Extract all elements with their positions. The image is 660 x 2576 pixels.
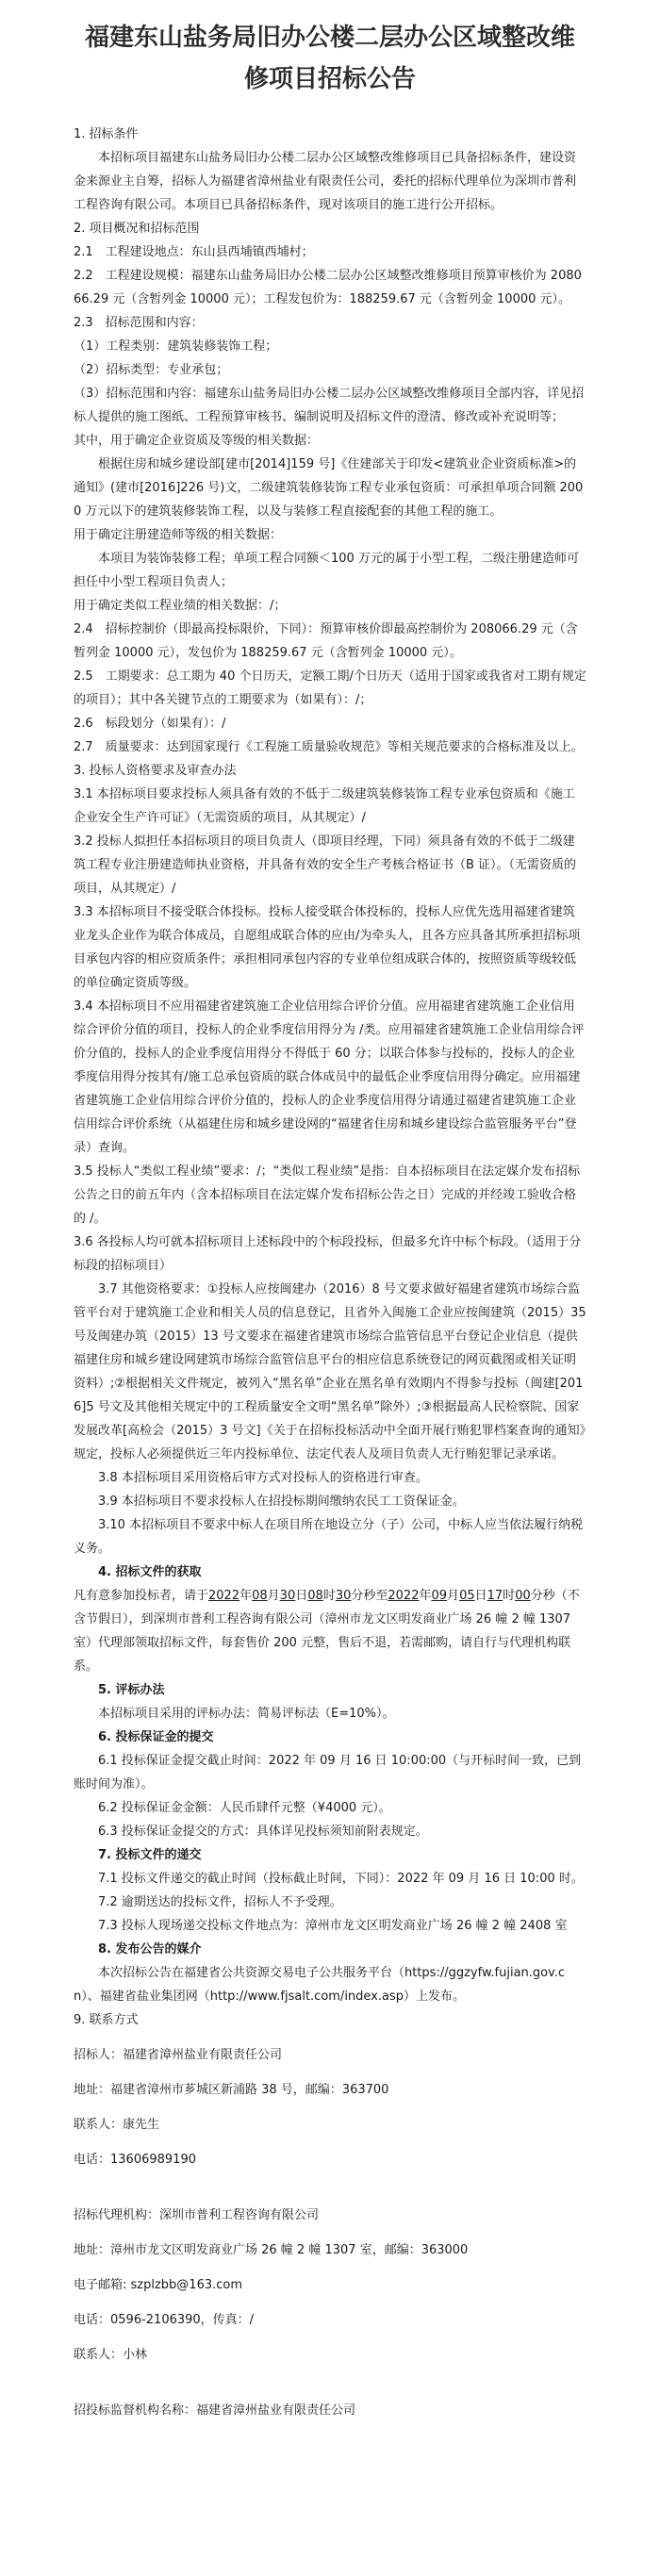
paragraph: （3）招标范围和内容：福建东山盐务局旧办公楼二层办公区域整改维修项目全部内容，详见招标人提供的施工图纸、工程预算审核书、编制说明及招标文件的澄清、修改或补充说明等；	[74, 387, 585, 424]
paragraph: 7.2 逾期送达的投标文件，招标人不予受理。	[98, 1895, 342, 1909]
paragraph: （1）工程类别：建筑装修装饰工程；	[74, 339, 278, 354]
paragraph: 3.1 本招标项目要求投标人须具备有效的不低于二级建筑装修装饰工程专业承包资质和《施工企业安全生产许可证》（无需资质的项目，从其规定）/	[74, 787, 575, 825]
section-4-heading: 4. 招标文件的获取	[98, 1565, 202, 1579]
paragraph: 3.10 本招标项目不要求中标人在项目所在地设立分（子）公司，中标人应当依法履行纳税义务。	[74, 1518, 584, 1556]
paragraph: 7. 投标文件的递交	[98, 1848, 202, 1862]
paragraph: 3.2 投标人拟担任本招标项目的项目负责人（即项目经理，下同）须具备有效的不低于二级建筑工程专业注册建造师执业资格，并具备有效的安全生产考核合格证书（B 证）。（无需资质的项目，从其规定）/	[74, 834, 577, 896]
paragraph: 3.3 本招标项目不接受联合体投标。投标人接受联合体投标的，投标人应优先选用福建省建筑业龙头企业作为联合体成员，自愿组成联合体的应由/为牵头人，且各方应具备其所承担招标项目承包内容的相应资质条件；承担相同承包内容的专业单位组成联合体的，按照资质等级较低的单位确定资质等级。	[74, 905, 581, 990]
section-4-text: 凡有意参加投标者，请于2022年08月30日08时30分秒至2022年09月05日17时00分秒（不含节假日），到深圳市普利工程咨询有限公司（漳州市龙文区明发商业广场 26 幢 2 幢 1307 室）代理部领取招标文件，每套售价 200 元整，售后不退，若需邮购，请自行与代理机构联系。	[74, 1589, 580, 1674]
tenderer-contact: 联系人：康先生	[74, 2118, 160, 2132]
paragraph: 6.2 投标保证金金额：人民币肆仟元整（¥4000 元）。	[98, 1801, 391, 1815]
paragraph: 5. 评标办法	[98, 1683, 165, 1697]
paragraph: 2.3 招标范围和内容：	[74, 316, 204, 330]
paragraph: 2.6 标段划分（如果有）：/	[74, 717, 226, 731]
paragraph: 9. 联系方式	[74, 2013, 139, 2027]
paragraph: 2.1 工程建设地点：东山县西埔镇西埔村；	[74, 245, 314, 259]
paragraph: 2.2 工程建设规模：福建东山盐务局旧办公楼二层办公区域整改维修项目预算审核价为 208066.29 元（含暂列金 10000 元）；工程发包价为：188259.67 元（含暂列金 10000 元）。	[74, 269, 582, 306]
paragraph: 用于确定类似工程业绩的相关数据：/；	[74, 599, 287, 613]
paragraph: 3.5 投标人“类似工程业绩”要求：/；“类似工程业绩”是指：自本招标项目在法定媒介发布招标公告之日的前五年内（含本招标项目在法定媒介发布招标公告之日）完成的并经竣工验收合格的 /。	[74, 1164, 581, 1226]
paragraph: 2.4 招标控制价（即最高投标限价，下同）：预算审核价即最高控制价为 208066.29 元（含暂列金 10000 元），发包价为 188259.67 元（含暂列金 10000 元）。	[74, 622, 578, 660]
announcement-body	[74, 123, 586, 1560]
agent-address: 地址：漳州市龙文区明发商业广场 26 幢 2 幢 1307 室，邮编：363000	[74, 2243, 469, 2257]
tenderer-address: 地址：福建省漳州市芗城区新浦路 38 号，邮编：363700	[74, 2083, 389, 2097]
paragraph: 7.1 投标文件递交的截止时间（投标截止时间，下同）：2022 年 09 月 16 日 10:00 时。	[98, 1872, 584, 1886]
tenderer-name: 招标人：福建省漳州盐业有限责任公司	[74, 2048, 283, 2062]
paragraph: 本招标项目福建东山盐务局旧办公楼二层办公区域整改维修项目已具备招标条件，建设资金来源业主自筹，招标人为福建省漳州盐业有限责任公司，委托的招标代理单位为深圳市普利工程咨询有限公司。本项目已具备招标条件，现对该项目的施工进行公开招标。	[74, 151, 577, 212]
paragraph: 本项目为装饰装修工程；单项工程合同额＜100 万元的属于小型工程，二级注册建造师可担任中小型工程项目负责人；	[74, 552, 579, 589]
paragraph: 2.5 工期要求：总工期为 40 个日历天，定额工期/个日历天（适用于国家或我省对工期有规定的项目）；其中各关键节点的工期要求为（如果有）：/；	[74, 669, 586, 707]
agent-name: 招标代理机构：深圳市普利工程咨询有限公司	[74, 2208, 320, 2222]
paragraph: 3.7 其他资格要求：①投标人应按闽建办（2016）8 号文要求做好福建省建筑市场综合监管平台对于建筑施工企业和相关人员的信息登记，且省外入闽施工企业应按闽建筑（2015）35 号及闽建办筑（2015）13 号文要求在福建省建筑市场综合监管信息平台登记企业信息（提供福建住房和城乡建设网建筑市场综合监管信息平台的相应信息系统登记的网页截图或相关证明资料）;②根据相关文件规定，被列入“黑名单”企业在黑名单有效期内不得参与投标（闽建[2016]5 号文及其他相关规定中的工程质量安全文明“黑名单”除外）;③根据最高人民检察院、国家发展改革[高检会（2015）3 号文]《关于在招标投标活动中全面开展行贿犯罪档案查询的通知》规定，投标人必须提供近三年内投标单位、法定代表人及项目负责人无行贿犯罪记录承诺。	[74, 1282, 586, 1461]
paragraph: 1. 招标条件	[74, 127, 139, 141]
paragraph: 6. 投标保证金的提交	[98, 1730, 214, 1744]
paragraph: 6.1 投标保证金提交截止时间：2022 年 09 月 16 日 10:00:00（与开标时间一致，已到账时间为准）。	[74, 1754, 582, 1792]
tenderer-phone: 电话：13606989190	[74, 2153, 196, 2167]
paragraph: 用于确定注册建造师等级的相关数据：	[74, 528, 283, 542]
paragraph: 其中，用于确定企业资质及等级的相关数据：	[74, 434, 320, 448]
paragraph: 2. 项目概况和招标范围	[74, 222, 200, 236]
agent-email: 电子邮箱: szplzbb@163.com	[74, 2278, 243, 2292]
paragraph: 3.6 各投标人均可就本招标项目上述标段中的个标段投标，但最多允许中标个标段。（适用于分标段的招标项目）	[74, 1235, 582, 1273]
paragraph: （2）招标类型：专业承包；	[74, 363, 229, 377]
paragraph: 本次招标公告在福建省公共资源交易电子公共服务平台（https://ggzyfw.fujian.gov.cn）、福建省盐业集团网（http://www.fjsalt.com/index.asp）上发布。	[74, 1966, 566, 2004]
paragraph: 3. 投标人资格要求及审查办法	[74, 764, 237, 778]
announcement-body-2	[74, 1678, 586, 2032]
paragraph: 2.7 质量要求：达到国家现行《工程施工质量验收规范》等相关规范要求的合格标准及以上。	[74, 740, 584, 754]
paragraph: 根据住房和城乡建设部[建市[2014]159 号]《住建部关于印发<建筑业企业资质标准>的通知》(建市[2016]226 号)文，二级建筑装修装饰工程专业承包资质：可承担单项合同额 2000 万元以下的建筑装修装饰工程，以及与装修工程直接配套的其他工程的施工。	[74, 457, 584, 519]
paragraph: 3.8 本招标项目采用资格后审方式对投标人的资格进行审查。	[98, 1471, 428, 1485]
page-title: 福建东山盐务局旧办公楼二层办公区域整改维修项目招标公告	[84, 24, 575, 93]
paragraph: 7.3 投标人现场递交投标文件地点为：漳州市龙文区明发商业广场 26 幢 2 幢 2408 室	[98, 1919, 568, 1933]
paragraph: 8. 发布公告的媒介	[98, 1942, 202, 1957]
agent-contact: 联系人：小林	[74, 2348, 148, 2362]
paragraph: 本招标项目采用的评标办法：简易评标法（E=10%）。	[98, 1707, 395, 1721]
supervisor-name: 招投标监督机构名称：福建省漳州盐业有限责任公司	[74, 2403, 356, 2418]
paragraph: 3.9 本招标项目不要求投标人在招投标期间缴纳农民工工资保证金。	[98, 1494, 465, 1509]
paragraph: 3.4 本招标项目不应用福建省建筑施工企业信用综合评价分值。应用福建省建筑施工企业信用综合评价分值的项目，投标人的企业季度信用得分为 /类。应用福建省建筑施工企业信用综合评价分值的，投标人的企业季度信用得分不得低于 60 分；以联合体参与投标的，投标人的企业季度信用得分按其有/施工总承包资质的联合体成员中的最低企业季度信用得分确定。应用福建省建筑施工企业信用综合评价分值的，投标人的企业季度信用得分请通过福建省建筑施工企业信用综合评价系统（从福建住房和城乡建设网的“福建省住房和城乡建设综合监管服务平台”登录）查询。	[74, 999, 585, 1155]
paragraph: 6.3 投标保证金提交的方式：具体详见投标须知前附表规定。	[98, 1825, 428, 1839]
agent-phone: 电话：0596-2106390，传真：/	[74, 2313, 255, 2327]
